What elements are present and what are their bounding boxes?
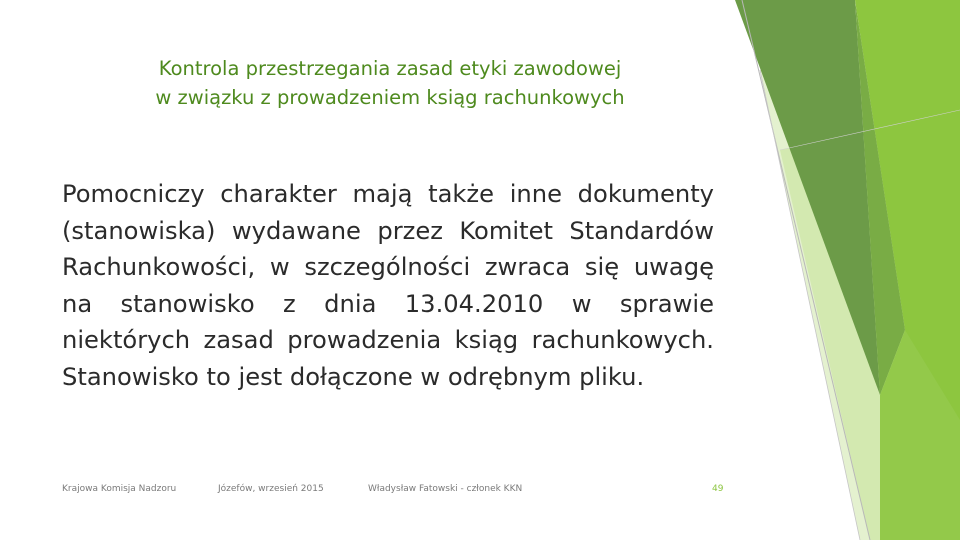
footer-author: Władysław Fatowski - członek KKN bbox=[368, 484, 523, 494]
slide-title-line-1: Kontrola przestrzegania zasad etyki zawodowej bbox=[158, 57, 622, 80]
slide-title bbox=[100, 54, 680, 112]
slide-title-line-2: w związku z prowadzeniem ksiąg rachunkowych bbox=[155, 86, 625, 109]
facet-dark-top bbox=[735, 0, 880, 395]
page-number: 49 bbox=[712, 484, 724, 494]
body-paragraph: Pomocniczy charakter mają także inne dokumenty (stanowiska) wydawane przez Komitet Standardów Rachunkowości, w szczególności zwraca się uwagę na stanowisko z dnia 13.04.2010 w sprawie niektórych zasad prowadzenia ksiąg rachunkowych. Stanowisko to jest dołączone w odrębnym pliku. bbox=[62, 180, 714, 391]
footer-organization: Krajowa Komisja Nadzoru bbox=[62, 484, 177, 494]
footer-place-date: Józefów, wrzesień 2015 bbox=[218, 484, 324, 494]
